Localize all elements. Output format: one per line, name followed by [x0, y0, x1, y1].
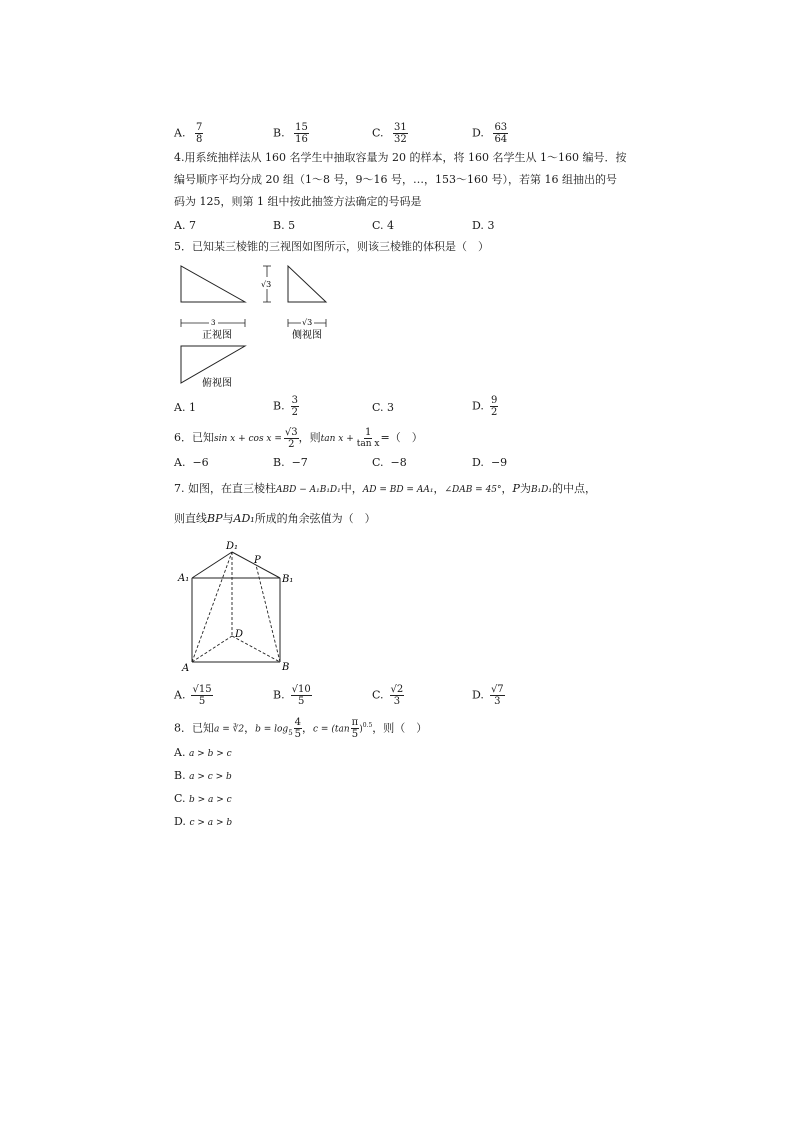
q4-option-b: B. 5 — [273, 219, 296, 232]
q3-option-c-fraction: $\frac{31}{32}$ — [394, 122, 407, 145]
side-view-label: 侧视图 — [292, 330, 322, 341]
front-view-triangle — [181, 266, 245, 302]
width-dimension-label: 3 — [211, 319, 216, 327]
q5-option-b: B. $\frac{3}{2}$ — [273, 395, 298, 418]
q5-option-c: C. 3 — [372, 401, 395, 414]
q3-option-a: A. $\frac{7}{8}$ — [174, 122, 203, 145]
q3-option-b-fraction: $\frac{15}{16}$ — [295, 122, 308, 145]
q3-option-d: D. $\frac{63}{64}$ — [472, 122, 508, 145]
svg-text:B: B — [282, 662, 290, 673]
height-dimension-label: √3 — [261, 280, 272, 289]
q5-option-a: A. 1 — [174, 401, 196, 414]
q6-option-c: C. −8 — [372, 456, 407, 469]
q7-option-c: C. $\frac{√2}{3}$ — [372, 684, 404, 707]
q6-option-d: D. −9 — [472, 456, 508, 469]
svg-text:A: A — [182, 663, 190, 674]
front-view-label: 正视图 — [202, 330, 232, 341]
q7-stem-line2: 则直线BP与AD₁所成的角余弦值为（ ） — [174, 512, 376, 525]
q7-prism-figure — [176, 538, 306, 676]
q8-stem: 8．已知a = ∛2，$b = \log_5$ $\frac{4}{5}$ ，c = (tan $\frac{\pi}{5}$ )$^{0.5}$，则（ ） — [174, 717, 428, 741]
svg-text:D₁: D₁ — [226, 541, 239, 552]
svg-text:A₁: A₁ — [178, 573, 190, 584]
q5-stem: 5．已知某三棱锥的三视图如图所示，则该三棱锥的体积是（ ） — [174, 240, 489, 253]
q7-stem-line1: 7. 如图，在直三棱柱ABD − A₁B₁D₁中，AD = BD = AA₁，∠DAB = 45°，P为B₁D₁的中点， — [174, 482, 596, 495]
q3-option-b: B. $\frac{15}{16}$ — [273, 122, 308, 145]
q3-option-c: C. $\frac{31}{32}$ — [372, 122, 407, 145]
q7-option-a: A. $\frac{√15}{5}$ — [174, 684, 212, 707]
svg-text:D: D — [235, 629, 244, 640]
q4-stem-line3: 码为 125，则第 1 组中按此抽签方法确定的号码是 — [174, 195, 422, 208]
q6-option-a: A. −6 — [174, 456, 209, 469]
q8-option-b: B. a > c > b — [174, 769, 232, 782]
q4-stem-line1: 4.用系统抽样法从 160 名学生中抽取容量为 20 的样本，将 160 名学生从 1～160 编号．按 — [174, 151, 627, 164]
q6-option-b: B. −7 — [273, 456, 308, 469]
svg-text:P: P — [254, 555, 261, 566]
q5-option-d: D. $\frac{9}{2}$ — [472, 395, 498, 418]
q7-option-b: B. $\frac{√10}{5}$ — [273, 684, 311, 707]
q4-option-c: C. 4 — [372, 219, 395, 232]
q7-option-d: D. $\frac{√7}{3}$ — [472, 684, 504, 707]
q6-stem: 6．已知sin x + cos x = $\frac{√3}{2}$ ，则tan x + $\frac{1}{\text{tan x}}$ =（ ） — [174, 426, 423, 450]
side-dimension-label: √3 — [302, 318, 313, 327]
side-view-triangle — [288, 266, 326, 302]
q8-option-a: A. a > b > c — [174, 746, 232, 759]
q3-option-d-fraction: $\frac{63}{64}$ — [494, 122, 508, 145]
q8-option-d: D. c > a > b — [174, 815, 233, 828]
q4-stem-line2: 编号顺序平均分成 20 组（1～8 号，9～16 号，…，153～160 号），若第 16 组抽出的号 — [174, 173, 617, 186]
q8-option-c: C. b > a > c — [174, 792, 232, 805]
q5-three-view-figure — [174, 260, 344, 390]
q4-option-d: D. 3 — [472, 219, 495, 232]
svg-text:B₁: B₁ — [282, 574, 294, 585]
q3-option-a-fraction: $\frac{7}{8}$ — [195, 122, 203, 145]
q4-option-a: A. 7 — [174, 219, 196, 232]
top-view-label: 俯视图 — [202, 378, 232, 389]
